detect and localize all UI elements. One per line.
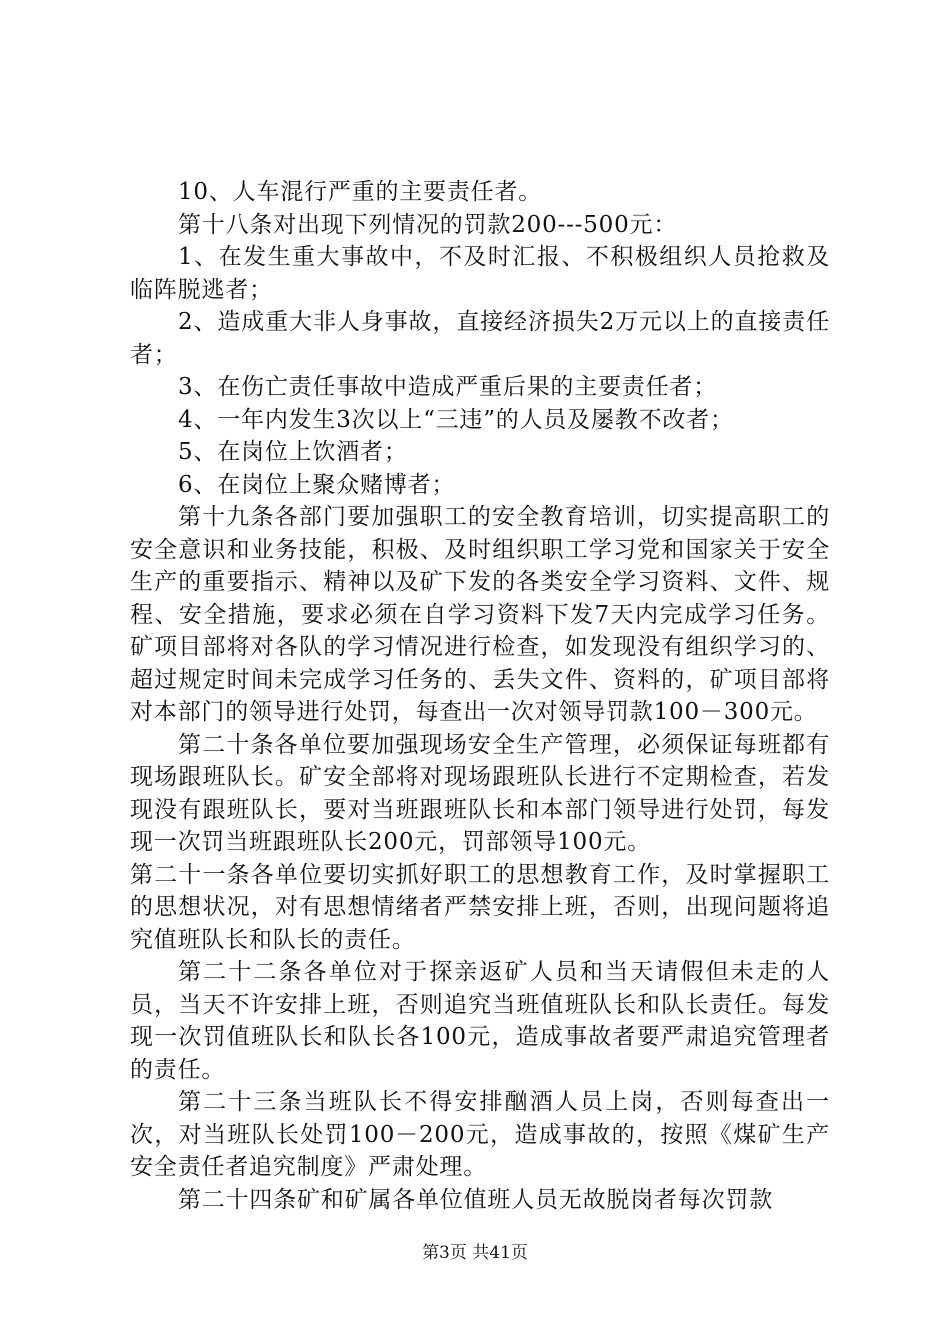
list-item-6: 6、在岗位上聚众赌博者； xyxy=(178,471,456,498)
article-23: 第二十三条当班队长不得安排酗酒人员上岗，否则每查出一次，对当班队长处罚100－200元，造成事故的，按照《煤矿生产安全责任者追究制度》严肃处理。 xyxy=(130,1089,830,1180)
article-22: 第二十二条各单位对于探亲返矿人员和当天请假但未走的人员，当天不许安排上班，否则追究当班值班队长和队长责任。每发现一次罚值班队长和队长各100元，造成事故者要严肃追究管理者的责任。 xyxy=(130,959,830,1083)
paragraph-item-10: 10、人车混行严重的主要责任者。 xyxy=(178,179,543,205)
article-18-heading: 第十八条对出现下列情况的罚款200---500元： xyxy=(178,211,678,238)
list-item-3: 3、在伤亡责任事故中造成严重后果的主要责任者； xyxy=(178,374,718,400)
article-21: 第二十一条各单位要切实抓好职工的思想教育工作，及时掌握职工的思想状况，对有思想情绪者严禁安排上班，否则，出现问题将追究值班队长和队长的责任。 xyxy=(130,861,830,953)
page-footer xyxy=(0,1242,950,1264)
list-item-5: 5、在岗位上饮酒者； xyxy=(178,439,408,465)
article-20: 第二十条各单位要加强现场安全生产管理，必须保证每班都有现场跟班队长。矿安全部将对现场跟班队长进行不定期检查，若发现没有跟班队长，要对当班跟班队长和本部门领导进行处罚，每发现一次罚当班跟班队长200元，罚部领导100元。 xyxy=(130,731,830,855)
page-number-label: 第3页 共41页 xyxy=(422,1243,528,1263)
article-19: 第十九条各部门要加强职工的安全教育培训，切实提高职工的安全意识和业务技能，积极、及时组织职工学习党和国家关于安全生产的重要指示、精神以及矿下发的各类安全学习资料、文件、规程、安全措施，要求必须在自学习资料下发7天内完成学习任务。矿项目部将对各队的学习情况进行检查，如发现没有组织学习的、超过规定时间未完成学习任务的、丢失文件、资料的，矿项目部将对本部门的领导进行处罚，每查出一次对领导罚款100－300元。 xyxy=(130,504,830,725)
list-item-2: 2、造成重大非人身事故，直接经济损失2万元以上的直接责任者； xyxy=(130,309,830,368)
list-item-4: 4、一年内发生3次以上“三违”的人员及屡教不改者； xyxy=(178,406,734,433)
list-item-1: 1、在发生重大事故中，不及时汇报、不积极组织人员抢救及临阵脱逃者； xyxy=(130,244,830,303)
document-body xyxy=(130,176,830,1216)
article-24: 第二十四条矿和矿属各单位值班人员无故脱岗者每次罚款 xyxy=(178,1186,773,1213)
